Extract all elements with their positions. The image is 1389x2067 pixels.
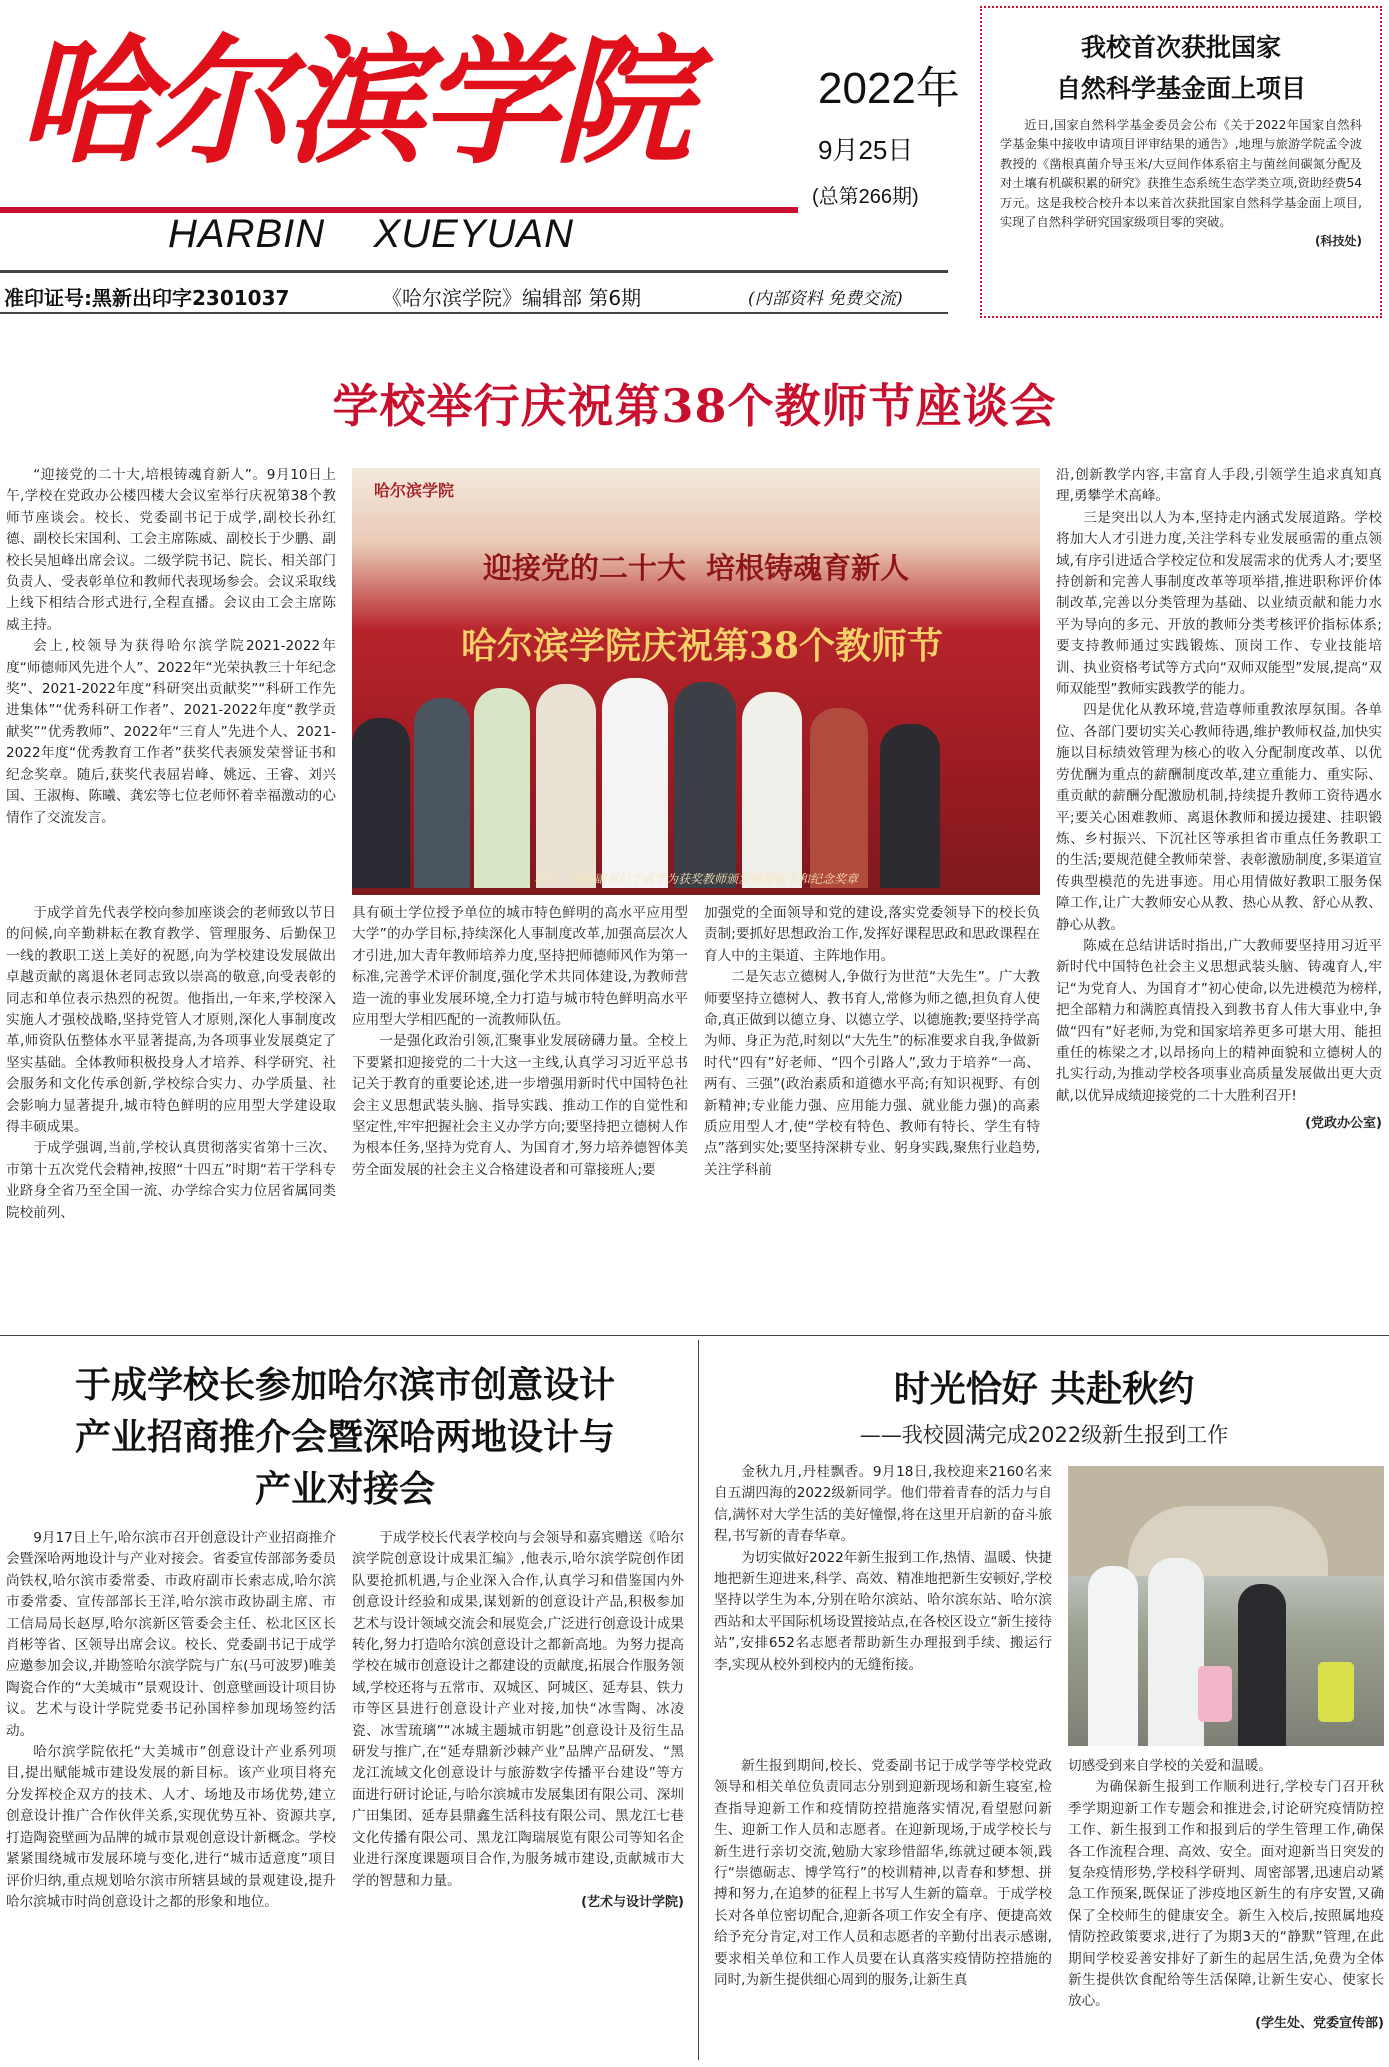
photo-volunteer-1	[1088, 1566, 1138, 1746]
left-article-speech: 于成学校长代表学校向与会领导和嘉宾赠送《哈尔滨学院创意设计成果汇编》,他表示,哈尔滨学院创作团队要抢抓机遇,与企业深入合作,认真学习和借鉴国内外创意设计经验和成果,谋划新的创意设计产品,积极参加艺术与设计领域交流会和展览会,广泛进行创意设计成果转化,努力打造哈尔滨创意设计之都新高地。为努力提高学校在城市创意设计之都建设的贡献度,拓展合作服务领域,学校还将与五常市、双城区、阿城区、延寿县、铁力市等区县进行创意设计产业对接,加快“冰雪陶、冰凌瓷、冰雪琉璃”“冰城主题城市钥匙”创意设计及衍生品研发与推广,在“延寿鼎新沙棘产业”品牌产品研发、“黑龙江流域文化创意设计与旅游数字传播平台建设”等方面进行研讨论证,与哈尔滨城市发展集团有限公司、深圳广田集团、延寿县鼎鑫生活科技有限公司、黑龙江七巷文化传播有限公司、黑龙江陶瑞展览有限公司等知名企业进行深度课题项目合作,为服务城市建设,贡献城市大学的智慧和力量。	[352, 1530, 684, 1889]
masthead-editorial: 《哈尔滨学院》编辑部 第6期	[382, 286, 642, 310]
photo-student	[1238, 1584, 1286, 1746]
right-article-arrangement: 为切实做好2022年新生报到工作,热情、温暖、快捷地把新生迎进来,科学、高效、精准地把新生安顿好,学校坚持以学生为本,分别在哈尔滨站、哈尔滨东站、哈尔滨西站和太平国际机场设置接站点,在各校区设立“新生接待站”,安排652名志愿者帮助新生办理报到手续、搬运行李,实现从校外到校内的无缝衔接。	[714, 1549, 1052, 1673]
column-divider	[698, 1340, 699, 2060]
masthead-under-rule	[0, 312, 948, 314]
main-article-point-four: 四是优化从教环境,营造尊师重教浓厚氛围。各单位、各部门要切实关心教师待遇,维护教师权益,加快实施以目标绩效管理为核心的收入分配制度改革、以优劳优酬为重点的薪酬制度改革,建立重能力、重实际、重贡献的薪酬分配激励机制,持续提升教师工资待遇水平;要关心困难教师、离退休教师和援边援建、挂职锻炼、乡村振兴、下沉社区等承担省市重点任务教职工的生活;要规范健全教师荣誉、表彰激励制度,多渠道宣传典型模范的先进事迹。用心用情做好教职工服务保障工作,让广大教师安心从教、热心从教、舒心从教、静心从教。	[1056, 702, 1382, 933]
main-article-col2	[352, 903, 688, 1325]
photo-caption: 校长、党委副书记于成学为获奖教师颁发荣誉证书和纪念奖章	[533, 872, 858, 886]
person-2	[414, 698, 470, 888]
right-article-signature: (学生处、党委宣传部)	[1255, 2015, 1384, 2031]
main-article-signature: (党政办公室)	[1305, 1116, 1382, 1132]
masthead	[0, 0, 980, 320]
main-article-awards: 会上,校领导为获得哈尔滨学院2021-2022年度“师德师风先进个人”、2022年“光荣执教三十年纪念奖”、2021-2022年度“科研突出贡献奖”“科研工作先进集体”“优秀科研工作者”、2021-2022年度“教学贡献奖”“优秀教师”、2022年“三育人”先进个人、2021-2022年度“优秀教育工作者”获奖代表颁发荣誉证书和纪念奖章。随后,获奖代表屈岩峰、姚远、王睿、刘兴国、王淑梅、陈曦、龚宏等七位老师怀着幸福激动的心情作了交流发言。	[6, 638, 336, 826]
right-article-headline: 时光恰好 共赴秋约	[893, 1369, 1195, 1410]
main-article-point-two: 二是矢志立德树人,争做行为世范“大先生”。广大教师要坚持立德树人、教书育人,常修为师之德,担负育人使命,真正做到以德立身、以德立学、以德施教;要坚持学高为师、身正为范,时刻以“大先生”的标准要求自我,争做新时代“四有”好老师、“四个引路人”,致力于培养“一高、两有、三强”(政治素质和道德水平高;有知识视野、有创新精神;专业能力强、应用能力强、就业能力强)的高素质应用型人才,使“学校有特色、教师有特长、学生有特点”落到实处;要坚持深耕专业、躬身实践,聚焦行业趋势,关注学科前	[704, 969, 1040, 1178]
main-article-col4	[1056, 465, 1382, 1325]
masthead-date: 9月25日	[818, 135, 914, 165]
photo-banner-main: 哈尔滨学院庆祝第38个教师节	[460, 625, 944, 667]
masthead-issue: (总第266期)	[812, 186, 919, 208]
main-article-closing: 陈威在总结讲话时指出,广大教师要坚持用习近平新时代中国特色社会主义思想武装头脑、铸魂育人,牢记“为党育人、为国育才”初心使命,以先进模范为榜样,把全部精力和满腔真情投入到教书育人伟大事业中,争做“四有”好老师,为党和国家培养更多可堪大用、能担重任的栋梁之才,以昂扬向上的精神面貌和立德树人的扎实行动,为推动学校各项事业高质量发展做出更大贡献,以优异成绩迎接党的二十大胜利召开!	[1056, 937, 1382, 1104]
boxed-article-body: 近日,国家自然科学基金委员会公布《关于2022年国家自然科学基金集中接收申请项目评审结果的通告》,地理与旅游学院孟令波教授的《凿根真菌介导玉米/大豆间作体系宿主与菌丝间碳氮分配及对土壤有机碳积累的研究》获推生态系统生态学类立项,资助经费54万元。这是我校合校升本以来首次获批国家自然科学基金面上项目,实现了自然科学研究国家级项目零的突破。	[1000, 118, 1362, 230]
main-article-col1-bottom	[6, 903, 336, 1325]
person-9	[880, 724, 940, 888]
main-article-col3	[704, 903, 1040, 1325]
main-article-emphasis: 于成学强调,当前,学校认真贯彻落实省第十三次、市第十五次党代会精神,按照“十四五”时期“若干学科专业跻身全省乃至全国一流、办学综合实力位居省属同类院校前列、	[6, 1140, 336, 1221]
left-article-headline-line3: 产业对接会	[254, 1469, 435, 1510]
right-article-intro: 金秋九月,丹桂飘香。9月18日,我校迎来2160名来自五湖四海的2022级新同学。他们带着青春的活力与自信,满怀对大学生活的美好憧憬,将在这里开启新的奋斗旅程,书写新的青春华章。	[714, 1464, 1052, 1545]
main-article-party: 加强党的全面领导和党的建设,落实党委领导下的校长负责制;要抓好思想政治工作,发挥好课程思政和思政课程在育人中的主渠道、主阵地作用。	[704, 905, 1040, 964]
masthead-permit: 准印证号:黑新出印字2301037	[4, 286, 290, 310]
photo-suitcase-yellow	[1318, 1662, 1354, 1722]
right-article-leaders: 新生报到期间,校长、党委副书记于成学等学校党政领导和相关单位负责同志分别到迎新现场和新生寝室,检查指导迎新工作和疫情防控措施落实情况,看望慰问新生、迎新工作人员和志愿者。在迎新现场,于成学校长与新生进行亲切交流,勉励大家珍惜韶华,练就过硬本领,践行“崇德砺志、博学笃行”的校训精神,以青春和梦想、拼搏和努力,在追梦的征程上书写人生新的篇章。于成学校长对各单位密切配合,迎新各项工作安全有序、便捷高效给予充分肯定,对工作人员和志愿者的辛勤付出表示感谢,要求相关单位和工作人员要在认真落实疫情防控措施的同时,为新生提供细心周到的服务,让新生真	[714, 1758, 1052, 1989]
main-article-col1-top	[6, 465, 336, 893]
masthead-bottom-rule	[0, 270, 948, 273]
main-article-frontier: 沿,创新教学内容,丰富育人手段,引领学生追求真知真理,勇攀学术高峰。	[1056, 467, 1382, 505]
right-article-photo	[1068, 1466, 1384, 1746]
main-article-headline: 学校举行庆祝第38个教师节座谈会	[332, 379, 1057, 433]
right-article-col-continued	[714, 1756, 1052, 2064]
main-article-photo	[352, 468, 1040, 895]
person-3	[474, 688, 530, 888]
photo-banner-top: 迎接党的二十大 培根铸魂育新人	[482, 551, 910, 585]
main-article-greeting: 于成学首先代表学校向参加座谈会的老师致以节日的问候,向辛勤耕耘在教育教学、管理服务、后勤保卫一线的教职工送上美好的祝愿,向为学校建设发展做出卓越贡献的离退休老同志致以崇高的敬意,向受表彰的同志和单位表示热烈的祝贺。他指出,一年来,学校深入实施人才强校战略,坚持党管人才原则,深化人事制度改革,师资队伍整体水平显著提高,为各项事业发展奠定了坚实基础。全体教师积极投身人才培养、科学研究、社会服务和文化传承创新,学校综合实力、办学质量、社会影响力显著提升,城市特色鲜明的应用型大学建设取得丰硕成果。	[6, 905, 336, 1136]
photo-logo: 哈尔滨学院	[374, 481, 455, 500]
photo-volunteer-2	[1148, 1558, 1204, 1746]
right-article-col-right	[1068, 1756, 1384, 2064]
right-article-measures: 为确保新生报到工作顺利进行,学校专门召开秋季学期迎新工作专题会和推进会,讨论研究疫情防控工作、新生报到工作和报到后的学生管理工作,确保各工作流程合理、高效、安全。面对迎新当日突发的复杂疫情形势,学校科学研判、周密部署,迅速启动紧急工作预案,既保证了涉疫地区新生的有序安置,又确保了全校师生的健康安全。新生入校后,按照属地疫情防控政策要求,进行了为期3天的“静默”管理,在此期间学校妥善安排好了新生的起居生活,免费为全体新生提供饮食配给等生活保障,让新生安心、使家长放心。	[1068, 1779, 1384, 2010]
section-divider	[0, 1335, 1389, 1336]
right-article-subheadline: ——我校圆满完成2022级新生报到工作	[859, 1423, 1229, 1447]
person-1	[352, 718, 410, 888]
person-5	[602, 678, 668, 888]
left-article-headline	[0, 1360, 690, 1516]
masthead-english: HARBIN XUEYUAN	[168, 212, 574, 256]
person-4	[536, 684, 596, 888]
photo-suitcase-pink	[1198, 1666, 1232, 1722]
person-8	[810, 708, 868, 888]
left-article-col2	[352, 1528, 684, 2064]
masthead-title: 哈尔滨学院	[18, 20, 689, 183]
boxed-article-title-line1: 我校首次获批国家	[1080, 33, 1281, 62]
masthead-internal: (内部资料 免费交流)	[748, 289, 903, 309]
left-article-headline-line2: 产业招商推介会暨深哈两地设计与	[74, 1417, 615, 1458]
masthead-year: 2022年	[818, 64, 960, 113]
left-article-col1	[6, 1528, 336, 2064]
photo-people	[352, 678, 1040, 878]
main-article-goal: 具有硕士学位授予单位的城市特色鲜明的高水平应用型大学”的办学目标,持续深化人事制度改革,加强高层次人才引进,加大青年教师培养力度,坚持把师德师风作为第一标准,完善学术评价制度,强化学术共同体建设,为教师营造一流的事业发展环境,全力打造与城市特色鲜明高水平应用型大学相匹配的一流教师队伍。	[352, 905, 688, 1029]
boxed-article-signature: (科技处)	[1315, 234, 1362, 249]
left-article-headline-line1: 于成学校长参加哈尔滨市创意设计	[74, 1365, 615, 1406]
left-article-signature: (艺术与设计学院)	[581, 1894, 684, 1910]
main-article-point-one: 一是强化政治引领,汇聚事业发展磅礴力量。全校上下要紧扣迎接党的二十大这一主线,认真学习习近平总书记关于教育的重要论述,进一步增强用新时代中国特色社会主义思想武装头脑、指导实践、推动工作的自觉性和坚定性,牢牢把握社会主义办学方向;要坚持把立德树人作为根本任务,坚持为党育人、为国育才,努力培养德智体美劳全面发展的社会主义合格建设者和可靠接班人;要	[352, 1033, 688, 1178]
boxed-article	[980, 6, 1382, 318]
person-6	[674, 682, 736, 888]
person-7	[742, 692, 802, 888]
boxed-article-title-line2: 自然科学基金面上项目	[1055, 74, 1306, 103]
left-article-meeting: 9月17日上午,哈尔滨市召开创意设计产业招商推介会暨深哈两地设计与产业对接会。省委宣传部部务委员尚铁权,哈尔滨市委常委、市政府副市长索志成,哈尔滨市委常委、宣传部部长王洋,哈尔滨市政协副主席、市工信局局长赵厚,哈尔滨新区管委会主任、松北区区长肖彬等省、区领导出席会议。校长、党委副书记于成学应邀参加会议,并勘签哈尔滨学院与广东(马可波罗)唯美陶瓷合作的“大美城市”景观设计、创意壁画设计项目协议。艺术与设计学院党委书记孙国梓参加现场签约活动。	[6, 1530, 336, 1739]
left-article-project: 哈尔滨学院依托“大美城市”创意设计产业系列项目,提出赋能城市建设发展的新目标。该产业项目将充分发挥校企双方的技术、人才、场地及市场优势,建立创意设计推广合作伙伴关系,实现优势互补、资源共享,打造陶瓷壁画为品牌的城市景观创意设计新概念。学校紧紧围绕城市发展环境与变化,进行“城市适意度”项目评价归纳,重点规划哈尔滨市所辖县域的景观建设,提升哈尔滨城市时尚创意设计之都的形象和地位。	[6, 1744, 336, 1910]
right-article-warmth: 切感受到来自学校的关爱和温暖。	[1068, 1758, 1272, 1774]
main-article-intro: “迎接党的二十大,培根铸魂育新人”。9月10日上午,学校在党政办公楼四楼大会议室举行庆祝第38个教师节座谈会。校长、党委副书记于成学,副校长孙红德、副校长宋国利、工会主席陈威、副校长于少鹏、副校长吴旭峰出席会议。二级学院书记、院长、相关部门负责人、受表彰单位和教师代表现场参会。会议采取线上线下相结合形式进行,全程直播。会议由工会主席陈威主持。	[6, 467, 336, 633]
main-article-point-three: 三是突出以人为本,坚持走内涵式发展道路。学校将加大人才引进力度,关注学科专业发展亟需的重点领域,有序引进适合学校定位和发展需求的优秀人才;要坚持创新和完善人事制度改革等项举措,推进职称评价体制改革,完善以分类管理为基础、以业绩贡献和能力水平为导向的多元、开放的教师分类考核评价指标体系;要支持教师通过实践锻炼、顶岗工作、专业技能培训、执业资格考试等方式向“双师双能型”发展,提高“双师双能型”教师实践教学的能力。	[1056, 509, 1382, 698]
right-article-col-left	[714, 1462, 1052, 1754]
